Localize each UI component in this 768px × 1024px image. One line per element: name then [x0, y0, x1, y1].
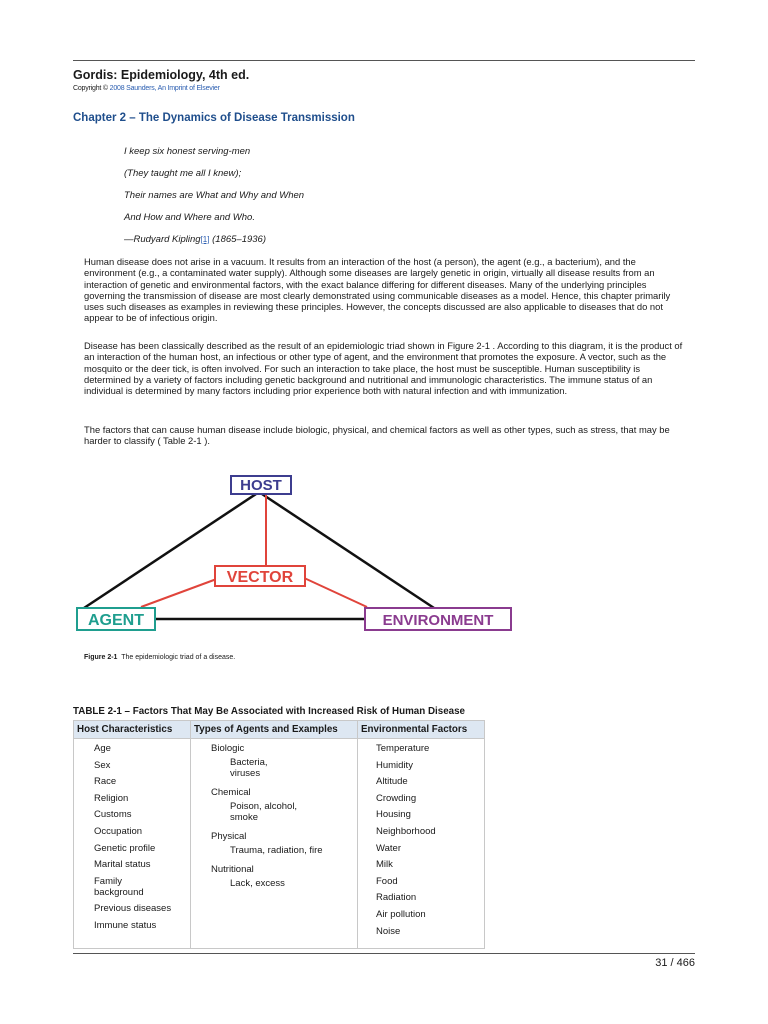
list-item: Milk: [376, 859, 393, 871]
agent-examples: Lack, excess: [230, 878, 285, 889]
epigraph-line: Their names are What and Why and When: [124, 190, 305, 201]
agent-examples: Trauma, radiation, fire: [230, 845, 323, 856]
list-item: Radiation: [376, 892, 417, 904]
list-item: Previous diseases: [94, 903, 172, 915]
vector-agent-line: [141, 577, 222, 607]
epigraph-line: I keep six honest serving-men: [124, 146, 251, 157]
top-rule: [73, 60, 695, 61]
list-item: Neighborhood: [376, 825, 436, 837]
paragraph-intro: Human disease does not arise in a vacuum. It results from an interaction of the host (a person), the agent (e.g., a bacterium), and the environment (e.g., a contaminated water supply). Although some diseases are largely genetic in origin, virtually all disease results from an interaction of genetic and environmental factors, with the exact balance differing for different diseases. Many of the underlying principles governing the transmission of disease are most clearly demonstrated using communicable diseases as a model. Hence, this chapter primarily uses such diseases as examples in reviewing these principles. However, the concepts discussed are also applicable to diseases that do not appear to be of infectious origin.: [84, 256, 671, 324]
book-title: Gordis: Epidemiology, 4th ed.: [73, 68, 250, 82]
environment-label: ENVIRONMENT: [382, 612, 494, 629]
list-item: Genetic profile: [94, 842, 156, 854]
list-item: Crowding: [376, 792, 417, 804]
epigraph: [124, 146, 304, 256]
table-header-row: [74, 721, 485, 739]
page-indicator: 31 / 466: [655, 957, 695, 969]
paragraph-factors: The factors that can cause human disease include biologic, physical, and chemical factors as well as other types, such as stress, that may be harder to classify ( Table 2-1 ).: [84, 424, 670, 447]
list-item: Noise: [376, 925, 401, 937]
agents-cell: [191, 739, 358, 949]
agent-type: Physical: [211, 831, 247, 842]
copyright-link[interactable]: 2008 Saunders, An Imprint of Elsevier: [109, 85, 220, 92]
attribution-author: —Rudyard Kipling: [124, 234, 201, 245]
list-item: Customs: [94, 809, 132, 821]
vector-label: VECTOR: [226, 569, 294, 586]
agent-label: AGENT: [88, 612, 144, 629]
copyright-line: [73, 85, 220, 92]
environmental-factors-cell: [358, 739, 485, 949]
list-item: Temperature: [376, 743, 430, 754]
list-item: Marital status: [94, 859, 151, 871]
figure-caption-label: Figure 2-1: [84, 654, 118, 661]
paragraph-triad: Disease has been classically described as the result of an epidemiologic triad shown in Figure 2-1 . According to this diagram, it is the product of an interaction of the human host, an infectious or other type of agent, and the environment that promotes the exposure. A vector, such as the mosquito or the deer tick, is often involved. For such an interaction to take place, the host must be susceptible. Human susceptibility is determined by a variety of factors including genetic background and nutritional and immunologic characteristics. The immune status of an individual is determined by many factors including prior experience both with natural infection and with immunization.: [84, 340, 683, 397]
list-item: Race: [94, 776, 117, 788]
attribution-years: (1865–1936): [212, 234, 267, 245]
epigraph-attribution: [124, 234, 304, 256]
chapter-title: Chapter 2 – The Dynamics of Disease Transmission: [73, 112, 355, 124]
footnote-link[interactable]: [1]: [200, 235, 210, 244]
epigraph-line: (They taught me all I knew);: [124, 168, 242, 179]
list-item: Altitude: [376, 776, 408, 788]
header-agents: Types of Agents and Examples: [191, 721, 358, 739]
vector-environment-line: [302, 577, 367, 607]
agent-examples: Poison, alcohol, smoke: [230, 801, 298, 823]
host-agent-line: [84, 492, 259, 608]
table-title: [73, 706, 465, 717]
agent-type: Nutritional: [211, 864, 254, 875]
list-item: Water: [376, 842, 401, 854]
host-characteristics-cell: [74, 739, 191, 949]
list-item: Food: [376, 875, 398, 887]
list-item: Air pollution: [376, 908, 426, 920]
list-item: Family background: [94, 875, 144, 898]
figure-caption-text: The epidemiologic triad of a disease.: [121, 654, 236, 661]
list-item: Housing: [376, 809, 411, 821]
list-item: Age: [94, 743, 111, 754]
list-item: Religion: [94, 792, 129, 804]
epidemiologic-triad-figure: [74, 470, 514, 635]
list-item: Immune status: [94, 919, 157, 931]
list-item: Occupation: [94, 825, 143, 837]
risk-factors-table: [73, 720, 485, 949]
bottom-rule: [73, 953, 695, 954]
agent-type: Chemical: [211, 787, 251, 798]
host-label: HOST: [240, 477, 282, 494]
list-item: Humidity: [376, 759, 413, 771]
agent-examples: Bacteria, viruses: [230, 757, 268, 779]
epigraph-line: And How and Where and Who.: [124, 212, 255, 223]
agent-type: Biologic: [211, 743, 245, 754]
host-environment-line: [259, 492, 434, 608]
list-item: Sex: [94, 759, 111, 771]
table-title-text: – Factors That May Be Associated with Increased Risk of Human Disease: [121, 706, 466, 717]
copyright-prefix: Copyright ©: [73, 85, 108, 92]
table-label: TABLE 2-1: [73, 706, 122, 717]
table-row: [74, 739, 485, 949]
header-environmental-factors: Environmental Factors: [358, 721, 485, 739]
figure-caption: [84, 654, 235, 661]
header-host-characteristics: Host Characteristics: [74, 721, 191, 739]
